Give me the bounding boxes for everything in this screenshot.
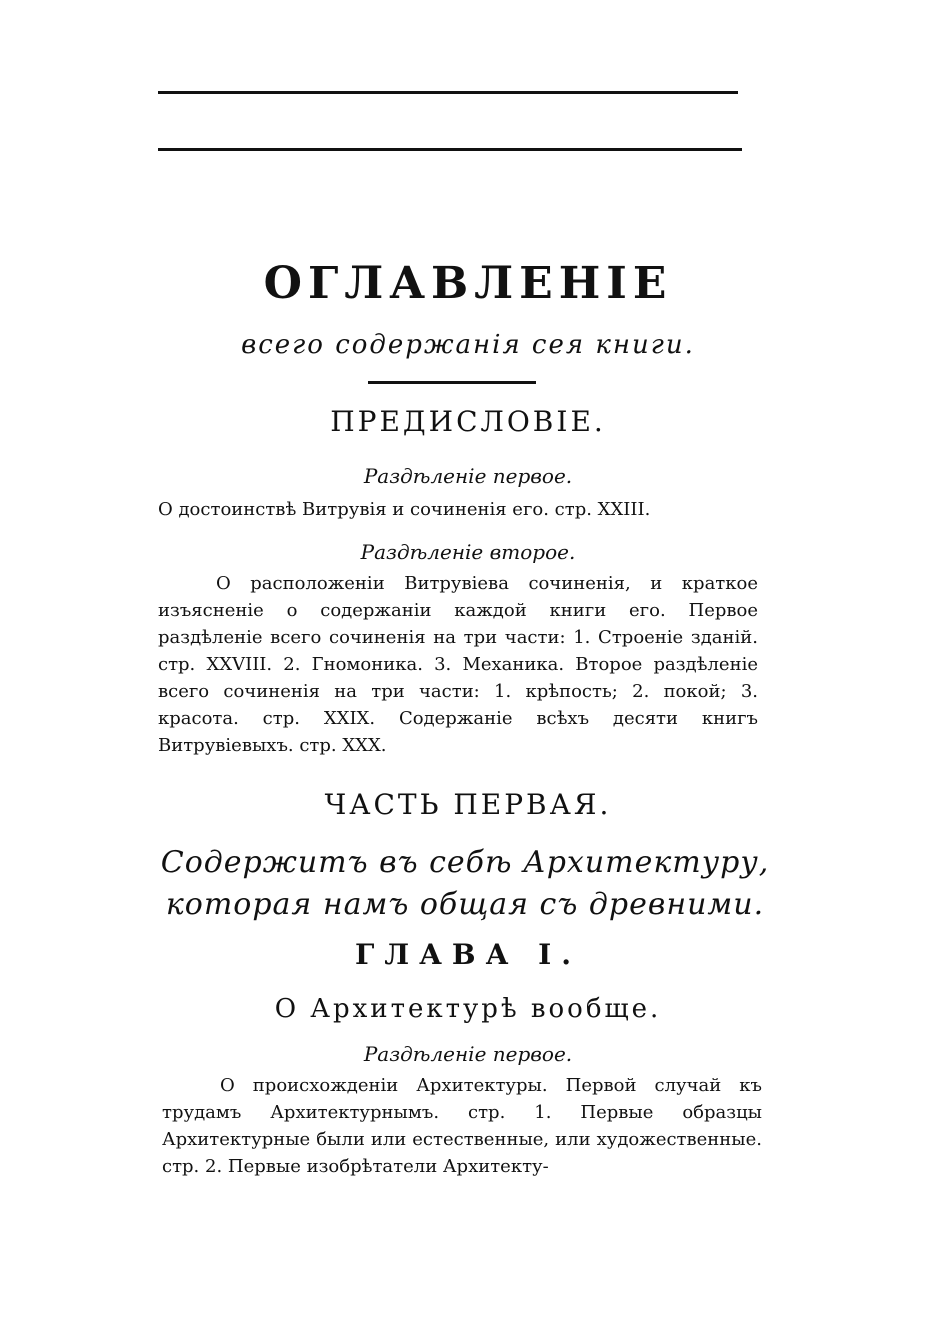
short-rule: [368, 381, 536, 384]
page-subtitle: всего содержанія сея книги.: [241, 330, 695, 360]
chapter1-section1-label: Раздѣленіе первое.: [363, 1042, 573, 1066]
part1-heading: ЧАСТЬ ПЕРВАЯ.: [324, 788, 612, 821]
page-title: ОГЛАВЛЕНІЕ: [263, 258, 673, 309]
chapter1-title: О Архитектурѣ вообще.: [274, 994, 662, 1024]
chapter1-section1-text: О происхожденіи Архитектуры. Первой случай къ трудамъ Архитектурнымъ. стр. 1. Первые образцы Архитектурные были или естественные, или художественные. стр. 2. Первые изобрѣтатели Архитекту-: [162, 1075, 762, 1177]
part1-description: Содержитъ въ себѣ Архитектуру, которая намъ общая съ древними.: [160, 845, 770, 922]
preface-section2-label: Раздѣленіе второе.: [360, 540, 576, 564]
top-rule-1: [158, 91, 738, 94]
top-rule-2: [158, 148, 742, 151]
preface-section1-text: О достоинствѣ Витрувія и сочиненія его. стр. XXIII.: [158, 499, 651, 520]
preface-heading: ПРЕДИСЛОВІЕ.: [330, 405, 606, 438]
chapter1-heading: ГЛАВА I.: [355, 938, 581, 971]
preface-section1-label: Раздѣленіе первое.: [363, 464, 573, 488]
preface-section2-text: О расположеніи Витрувіева сочиненія, и краткое изъясненіе о содержаніи каждой книги его. Первое раздѣленіе всего сочиненія на три части: 1. Строеніе зданій. стр. XXVIII. 2. Гномоника. 3. Механика. Второе раздѣленіе всего сочиненія на три части: 1. крѣпость; 2. покой; 3. красота. стр. XXIX. Содержаніе всѣхъ десяти книгъ Витрувіевыхъ. стр. XXX.: [158, 573, 758, 756]
